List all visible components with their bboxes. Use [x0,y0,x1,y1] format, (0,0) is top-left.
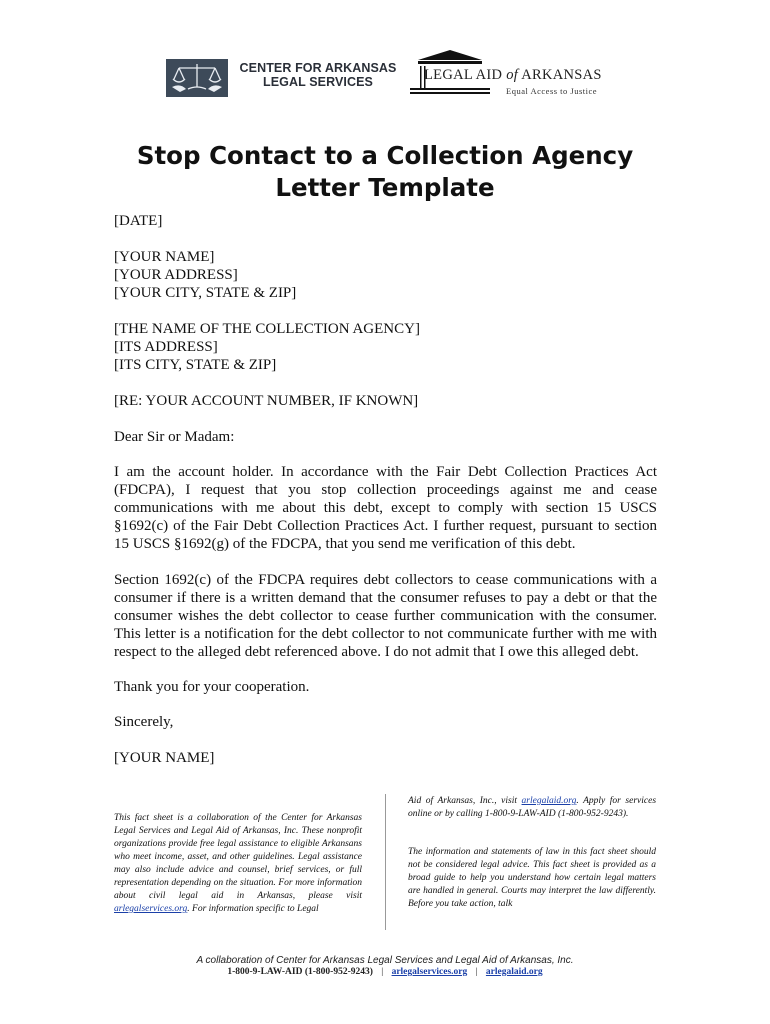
fact-sheet-right-column: Aid of Arkansas, Inc., visit arlegalaid.org. Apply for services online or by calling 1-800-9-LAW-AID (1-800-952-9243). [408,796,657,819]
arlegalaid-link[interactable]: arlegalaid.org [521,796,577,806]
legal-aid-arkansas-name: LEGAL AID of ARKANSAS [424,67,602,83]
sender-address: [YOUR NAME] [YOUR ADDRESS] [YOUR CITY, STATE & ZIP] [114,249,297,301]
cals-logo-name: CENTER FOR ARKANSAS LEGAL SERVICES [239,61,397,89]
arlegalservices-link[interactable]: arlegalservices.org [114,904,188,914]
page-title: Stop Contact to a Collection Agency Letter Template [136,141,634,202]
disclaimer-text: The information and statements of law in this fact sheet should not be considered legal advice. This fact sheet is provided as a broad guide to help you understand how certain legal matters are handled in general. Courts may interpret the law differently. Before you take action, talk [408,847,656,909]
footer-collaboration: A collaboration of Center for Arkansas Legal Services and Legal Aid of Arkansas, Inc. [196,955,574,966]
legal-aid-arkansas-logo [410,48,620,100]
footer-phone: 1-800-9-LAW-AID (1-800-952-9243) [227,967,373,977]
footer-separator: | [475,967,478,977]
recipient-address: [THE NAME OF THE COLLECTION AGENCY] [ITS ADDRESS] [ITS CITY, STATE & ZIP] [114,321,420,373]
fact-sheet-left-column: This fact sheet is a collaboration of the Center for Arkansas Legal Services and Legal Aid of Arkansas, Inc. These nonprofit organizations provide free legal assistance to eligible Arkansans who meet income, asset, and other guidelines. Legal assistance may also include advice and counsel, brief services, or full representation depending on the situation. For more information about civil legal aid in Arkansas, please visit arlegalservices.org. For information specific to Legal [114,813,362,914]
column-divider [385,794,386,930]
closing: Sincerely, [114,714,174,730]
scales-of-justice-icon [166,59,228,97]
salutation: Dear Sir or Madam: [114,429,235,445]
footer-contact [0,967,770,977]
date-placeholder: [DATE] [114,213,163,229]
reference-line: [RE: YOUR ACCOUNT NUMBER, IF KNOWN] [114,393,419,409]
footer-link-arlegalservices[interactable]: arlegalservices.org [391,967,468,977]
legal-aid-tagline: Equal Access to Justice [506,86,598,96]
footer-separator: | [381,967,384,977]
footer-link-arlegalaid[interactable]: arlegalaid.org [485,967,543,977]
signature-placeholder: [YOUR NAME] [114,750,215,766]
body-paragraph-1: I am the account holder. In accordance with the Fair Debt Collection Practices Act (FDCPA), I request that you stop collection proceedings against me and cease communications with me about this debt, except to comply with section 15 USCS §1692(c) of the Fair Debt Collection Practices Act. I further request, pursuant to section 15 USCS §1692(g) of the FDCPA, that you send me verification of this debt. [114,464,657,552]
thanks-line: Thank you for your cooperation. [114,679,310,695]
cals-logo [166,59,404,97]
body-paragraph-2: Section 1692(c) of the FDCPA requires debt collectors to cease communications with a consumer if there is a written demand that the consumer refuses to pay a debt or that the consumer wishes the debt collector to cease further communication with the consumer. This letter is a notification for the debt collector to not communicate further with me with respect to the alleged debt referenced above. I do not admit that I owe this alleged debt. [114,572,657,660]
